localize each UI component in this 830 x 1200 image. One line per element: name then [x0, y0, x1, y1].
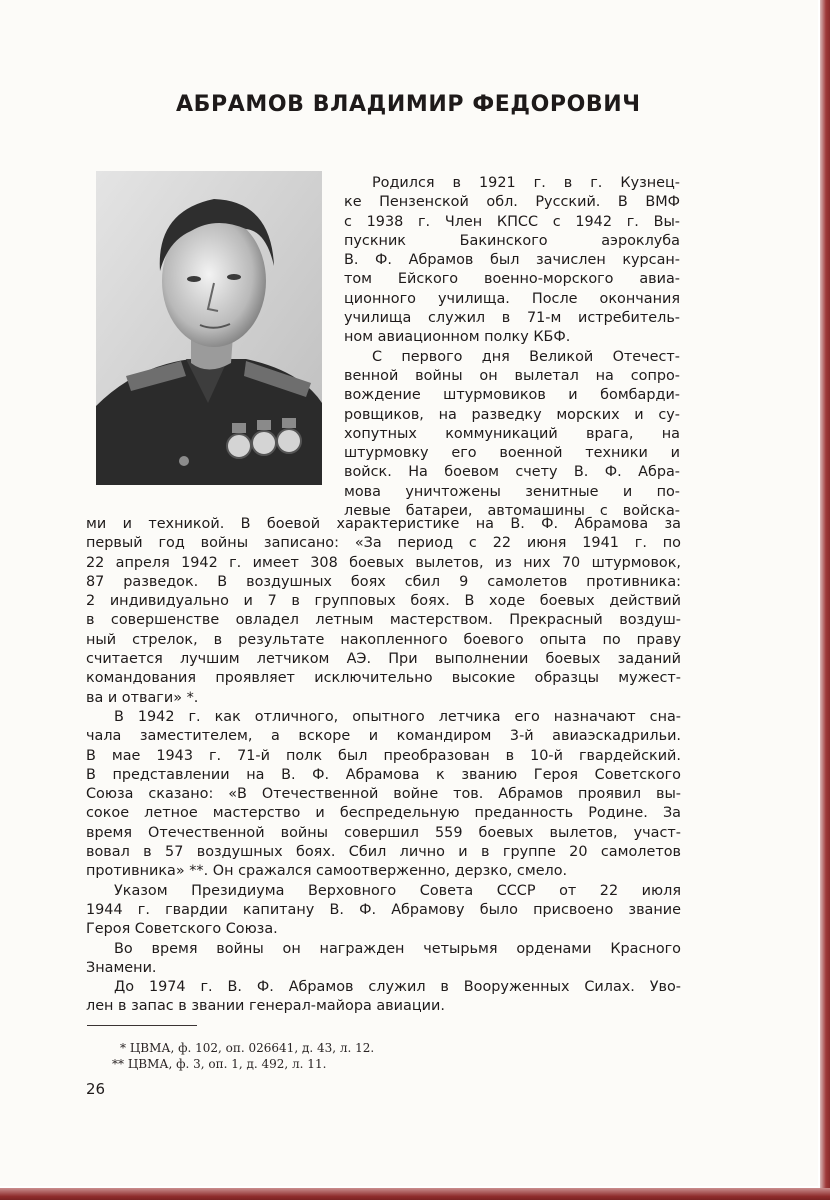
text-line: командования проявляет исключительно высокие образцы мужест- — [86, 670, 681, 687]
text-line: В 1942 г. как отличного, опытного летчика его назначают сна- — [114, 708, 681, 725]
text-line: противника» **. Он сражался самоотверженно, дерзко, смело. — [86, 863, 568, 880]
book-cover-edge-right — [820, 0, 830, 1200]
text-line: том Ейского военно-морского авиа- — [344, 271, 680, 288]
portrait-photo-icon — [96, 171, 322, 485]
page-title: АБРАМОВ ВЛАДИМИР ФЕДОРОВИЧ — [176, 92, 641, 117]
text-line: Во время войны он награжден четырьмя орденами Красного — [114, 940, 681, 957]
text-line: ном авиационном полку КБФ. — [344, 329, 571, 346]
right-column-text — [344, 174, 680, 521]
text-line: лен в запас в звании генерал-майора авиации. — [86, 998, 445, 1015]
page-number: 26 — [86, 1080, 106, 1098]
text-line: Указом Президиума Верховного Совета СССР от 22 июля — [114, 882, 681, 899]
text-line: ми и техникой. В боевой характеристике на В. Ф. Абрамова за — [86, 516, 681, 532]
paragraph-promotion — [86, 708, 681, 882]
text-line: В представлении на В. Ф. Абрамова к званию Героя Советского — [86, 766, 681, 783]
text-line: Знамени. — [86, 959, 157, 976]
text-line: штурмовку его военной техники и — [344, 445, 680, 462]
text-line: левые батареи, автомашины с войска- — [344, 503, 680, 520]
text-line: До 1974 г. В. Ф. Абрамов служил в Вооруженных Силах. Уво- — [114, 979, 681, 996]
paragraph-awards — [86, 940, 681, 979]
text-line: сокое летное мастерство и беспредельную преданность Родине. За — [86, 805, 681, 822]
text-line: венной войны он вылетал на сопро- — [344, 367, 680, 384]
text-line: мова уничтожены зенитные и по- — [344, 483, 680, 500]
text-line: время Отечественной войны совершил 559 боевых вылетов, участ- — [86, 824, 681, 841]
text-line: в совершенстве овладел летным мастерством. Прекрасный воздуш- — [86, 612, 681, 629]
footnote-1: * ЦВМА, ф. 102, оп. 026641, д. 43, л. 12. — [120, 1041, 375, 1055]
text-line: ционного училища. После окончания — [344, 290, 680, 307]
text-line: Родился в 1921 г. в г. Кузнец- — [372, 175, 680, 191]
footnote-divider — [87, 1025, 197, 1026]
text-line: училища служил в 71-м истребитель- — [344, 310, 680, 327]
text-line: В. Ф. Абрамов был зачислен курсан- — [344, 252, 680, 269]
footnotes — [112, 1040, 472, 1072]
text-line: 2 индивидуально и 7 в групповых боях. В ходе боевых действий — [86, 593, 681, 610]
text-line: В мае 1943 г. 71-й полк был преобразован в 10-й гвардейский. — [86, 747, 681, 764]
text-line: первый год войны записано: «За период с 22 июня 1941 г. по — [86, 535, 681, 552]
portrait-photo — [96, 171, 322, 485]
paragraph-hero-decree — [86, 882, 681, 940]
book-cover-edge-bottom — [0, 1188, 830, 1200]
text-line: ва и отваги» *. — [86, 689, 199, 706]
text-line: 87 разведок. В воздушных боях сбил 9 самолетов противника: — [86, 573, 681, 590]
text-line: ровщиков, на разведку морских и су- — [344, 406, 680, 423]
text-line: вовал в 57 воздушных боях. Сбил лично и в группе 20 самолетов — [86, 844, 681, 861]
footnote-2: ** ЦВМА, ф. 3, оп. 1, д. 492, л. 11. — [112, 1057, 327, 1071]
text-line: войск. На боевом счету В. Ф. Абра- — [344, 464, 680, 481]
text-line: с 1938 г. Член КПСС с 1942 г. Вы- — [344, 213, 680, 230]
text-line: 1944 г. гвардии капитану В. Ф. Абрамову было присвоено звание — [86, 901, 681, 918]
text-line: С первого дня Великой Отечест- — [372, 348, 680, 365]
paragraph-later-service — [86, 978, 681, 1017]
text-line: ке Пензенской обл. Русский. В ВМФ — [344, 194, 680, 211]
text-line: ный стрелок, в результате накопленного боевого опыта по праву — [86, 631, 681, 648]
text-line: Союза сказано: «В Отечественной войне тов. Абрамов проявил вы- — [86, 786, 681, 803]
text-line: хопутных коммуникаций врага, на — [344, 425, 680, 442]
text-line: чала заместителем, а вскоре и командиром 3-й авиаэскадрильи. — [86, 728, 681, 745]
text-line: вождение штурмовиков и бомбарди- — [344, 387, 680, 404]
text-line: пускник Бакинского аэроклуба — [344, 232, 680, 249]
text-line: Героя Советского Союза. — [86, 921, 278, 938]
paragraph-combat-record — [86, 515, 681, 708]
text-line: 22 апреля 1942 г. имеет 308 боевых вылетов, из них 70 штурмовок, — [86, 554, 681, 571]
text-line: считается лучшим летчиком АЭ. При выполнении боевых заданий — [86, 651, 681, 668]
full-width-text — [86, 515, 681, 1017]
